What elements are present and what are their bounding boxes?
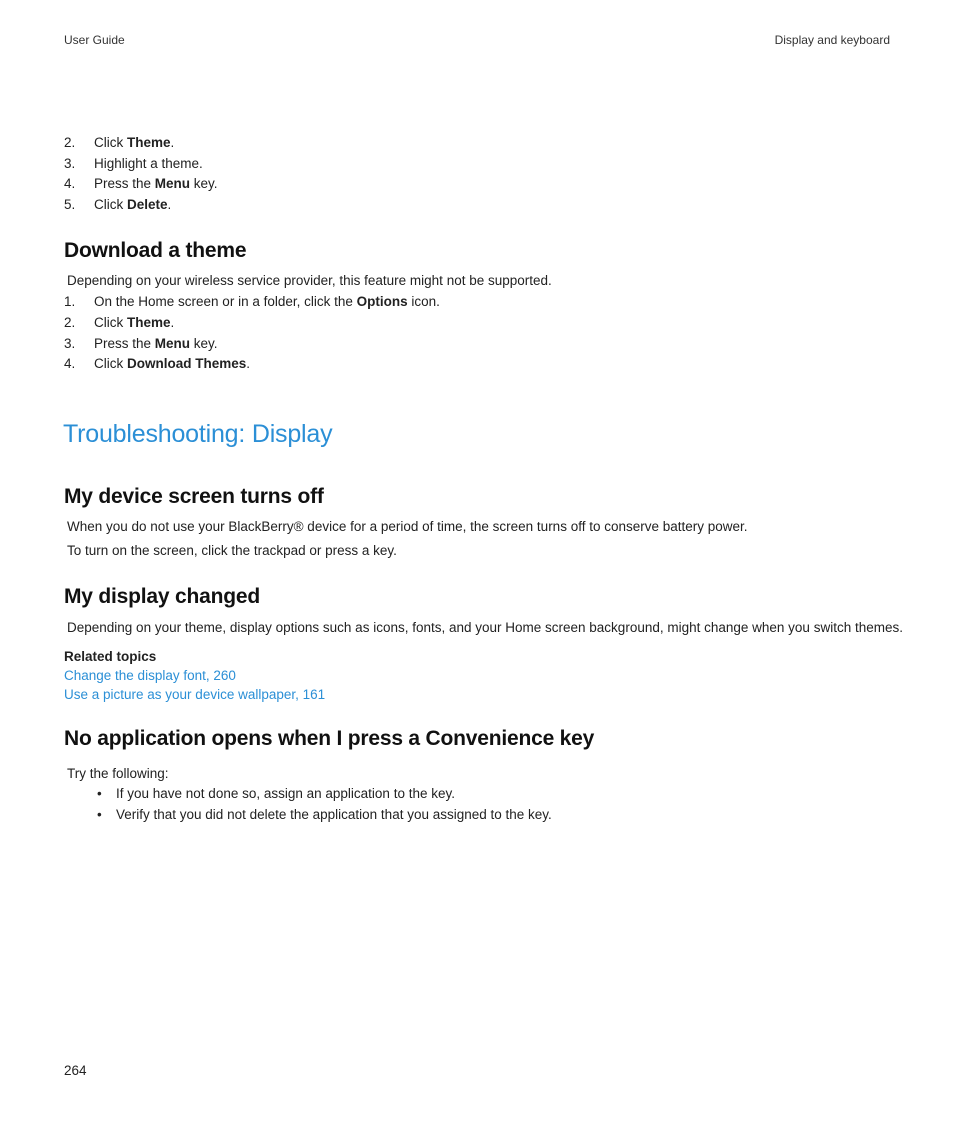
related-link-display-font[interactable]: Change the display font, 260	[64, 668, 236, 683]
screen-off-paragraph-1: When you do not use your BlackBerry® device for a period of time, the screen turns off to conserve battery power.	[67, 519, 748, 534]
related-topics-label: Related topics	[64, 649, 157, 664]
section-heading-screen-off: My device screen turns off	[64, 485, 324, 508]
screen-off-paragraph-2: To turn on the screen, click the trackpad or press a key.	[67, 543, 397, 558]
convenience-intro: Try the following:	[67, 766, 169, 781]
section-heading-display-changed: My display changed	[64, 585, 260, 608]
step-item: 4. Click Download Themes.	[64, 356, 251, 371]
step-item: 1. On the Home screen or in a folder, click the Options icon.	[64, 294, 440, 309]
display-changed-paragraph: Depending on your theme, display options such as icons, fonts, and your Home screen background, might change when you switch themes.	[67, 620, 903, 635]
page-number: 264	[64, 1063, 87, 1078]
step-item: 2. Click Theme.	[64, 135, 175, 150]
step-item: 3. Highlight a theme.	[64, 156, 203, 171]
related-link-wallpaper[interactable]: Use a picture as your device wallpaper, 161	[64, 687, 326, 702]
bullet-item: • Verify that you did not delete the application that you assigned to the key.	[97, 807, 552, 822]
bullet-icon: •	[97, 786, 102, 801]
bullet-item: • If you have not done so, assign an application to the key.	[97, 786, 455, 801]
bullet-icon: •	[97, 807, 102, 822]
running-header-left: User Guide	[64, 33, 125, 47]
step-item: 5. Click Delete.	[64, 197, 172, 212]
chapter-title: Troubleshooting: Display	[63, 420, 333, 448]
section-heading-download-theme: Download a theme	[64, 239, 247, 262]
running-header-right: Display and keyboard	[774, 33, 890, 47]
step-item: 3. Press the Menu key.	[64, 336, 218, 351]
step-item: 2. Click Theme.	[64, 315, 175, 330]
section-heading-convenience-key: No application opens when I press a Convenience key	[64, 727, 595, 750]
step-item: 4. Press the Menu key.	[64, 176, 218, 191]
download-note: Depending on your wireless service provider, this feature might not be supported.	[67, 273, 552, 288]
